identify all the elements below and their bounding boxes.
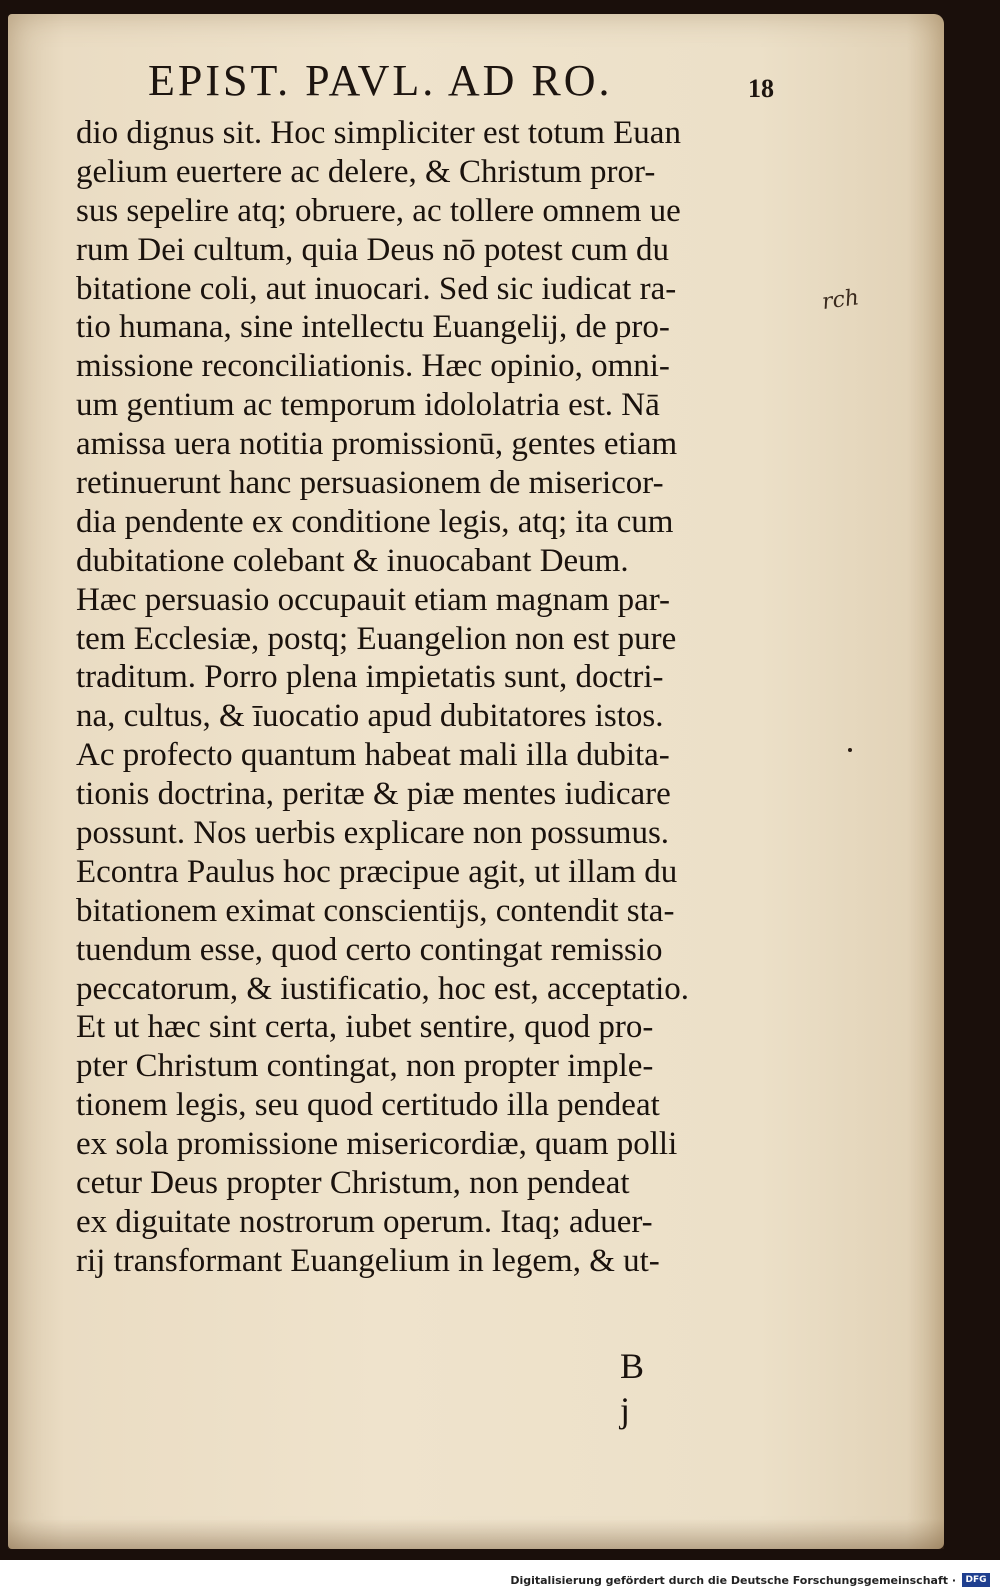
text-line: Ac profecto quantum habeat mali illa dubita- — [76, 737, 670, 774]
text-line: pter Christum contingat, non propter imple- — [76, 1048, 654, 1085]
text-line: Econtra Paulus hoc præcipue agit, ut illam du — [76, 853, 678, 890]
dfg-logo[interactable]: DFG — [962, 1573, 990, 1587]
running-title: EPIST. PAVL. AD RO. — [148, 56, 613, 105]
text-line: traditum. Porro plena impietatis sunt, doctri- — [76, 659, 664, 696]
text-line: tuendum esse, quod certo contingat remissio — [76, 931, 663, 968]
text-line: bitationem eximat conscientijs, contendit sta- — [76, 892, 675, 929]
text-line: tionis doctrina, peritæ & piæ mentes iudicare — [76, 776, 671, 813]
text-line: bitatione coli, aut inuocari. Sed sic iudicat ra- — [76, 270, 677, 307]
margin-annotation: rch — [820, 285, 861, 316]
text-line: rum Dei cultum, quia Deus nō potest cum du — [76, 231, 669, 268]
text-line: cetur Deus propter Christum, non pendeat — [76, 1165, 630, 1202]
text-line: Hæc persuasio occupauit etiam magnam par- — [76, 581, 671, 618]
folio-number: 18 — [748, 74, 774, 103]
text-line: gelium euertere ac delere, & Christum pror- — [76, 153, 656, 190]
body-text — [76, 114, 806, 1281]
text-line: tionem legis, seu quod certitudo illa pendeat — [76, 1087, 660, 1124]
text-line: possunt. Nos uerbis explicare non possumus. — [76, 815, 670, 852]
text-line: dio dignus sit. Hoc simpliciter est totum Euan — [76, 115, 681, 151]
text-line: sus sepelire atq; obruere, ac tollere omnem ue — [76, 192, 681, 229]
footer-credit — [510, 1570, 990, 1590]
text-line: retinuerunt hanc persuasionem de misericor- — [76, 465, 664, 502]
text-line: dia pendente ex conditione legis, atq; ita cum — [76, 503, 674, 540]
text-line: amissa uera notitia promissionū, gentes etiam — [76, 426, 678, 463]
margin-mark — [848, 748, 852, 752]
text-line: rij transformant Euangelium in legem, & ut- — [76, 1242, 660, 1279]
signature-mark: B j — [620, 1346, 659, 1430]
text-line: dubitatione colebant & inuocabant Deum. — [76, 542, 629, 579]
text-line: Et ut hæc sint certa, iubet sentire, quod pro- — [76, 1009, 654, 1046]
text-line: missione reconciliationis. Hæc opinio, omni- — [76, 348, 670, 385]
text-line: peccatorum, & iustificatio, hoc est, acceptatio. — [76, 970, 690, 1007]
text-line: ex sola promissione misericordiæ, quam polli — [76, 1126, 678, 1163]
text-line: um gentium ac temporum idololatria est. Nā — [76, 387, 660, 424]
credit-text: Digitalisierung gefördert durch die Deutsche Forschungsgemeinschaft · — [510, 1573, 956, 1587]
text-line: ex diguitate nostrorum operum. Itaq; aduer- — [76, 1203, 653, 1240]
book-page — [8, 14, 944, 1549]
text-line: tio humana, sine intellectu Euangelij, de pro- — [76, 309, 670, 346]
text-line: tem Ecclesiæ, postq; Euangelion non est pure — [76, 620, 677, 657]
text-line: na, cultus, & īuocatio apud dubitatores istos. — [76, 698, 664, 735]
